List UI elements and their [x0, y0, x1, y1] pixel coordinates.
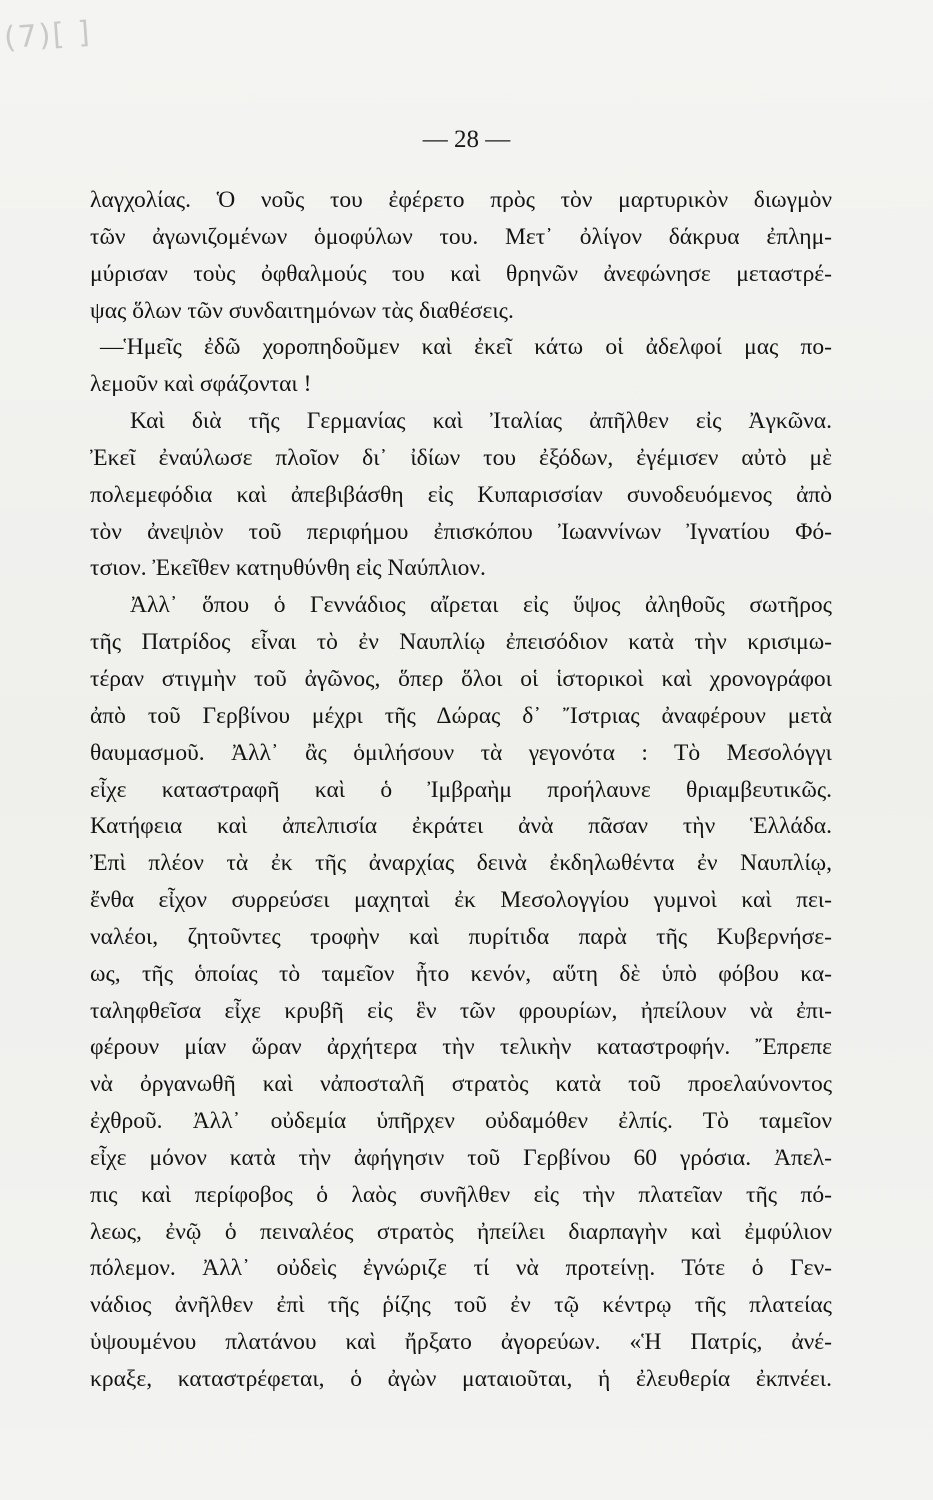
- text-line-9: πολεμεφόδια καὶ ἀπεβιβάσθη εἰς Κυπαρισσίαν συνοδευόμενος ἀπὸ: [90, 481, 832, 508]
- text-line-23: ταληφθεῖσα εἶχε κρυβῆ εἰς ἓν τῶν φρουρίων, ἠπείλουν νὰ ἐπι-: [90, 997, 832, 1024]
- text-line-22: ως, τῆς ὁποίας τὸ ταμεῖον ἦτο κενόν, αὕτη δὲ ὑπὸ φόβου κα-: [90, 960, 832, 987]
- text-line-25: νὰ ὀργανωθῆ καὶ νἀποσταλῆ στρατὸς κατὰ τοῦ προελαύνοντος: [90, 1071, 832, 1098]
- text-line-10: τὸν ἀνεψιὸν τοῦ περιφήμου ἐπισκόπου Ἰωαννίνων Ἰγνατίου Φό-: [90, 518, 832, 545]
- text-line-2: τῶν ἀγωνιζομένων ὁμοφύλων του. Μετ᾿ ὀλίγον δάκρυα ἐπλημ-: [90, 223, 832, 250]
- text-line-7: Καὶ διὰ τῆς Γερμανίας καὶ Ἰταλίας ἀπῆλθεν εἰς Ἀγκῶνα.: [130, 408, 832, 435]
- text-line-1: λαγχολίας. Ὁ νοῦς του ἐφέρετο πρὸς τὸν μαρτυρικὸν διωγμὸν: [90, 187, 832, 213]
- text-line-18: Κατήφεια καὶ ἀπελπισία ἐκράτει ἀνὰ πᾶσαν τὴν Ἑλλάδα.: [90, 813, 832, 840]
- text-line-20: ἔνθα εἶχον συρρεύσει μαχηταὶ ἐκ Μεσολογγίου γυμνοὶ καὶ πει-: [90, 887, 832, 914]
- text-line-28: πις καὶ περίφοβος ὁ λαὸς συνῆλθεν εἰς τὴν πλατεῖαν τῆς πό-: [90, 1181, 832, 1208]
- text-line-27: εἶχε μόνον κατὰ τὴν ἀφήγησιν τοῦ Γερβίνου 60 γρόσια. Ἀπελ-: [90, 1144, 832, 1171]
- text-line-4: ψας ὅλων τῶν συνδαιτημόνων τὰς διαθέσεις.: [90, 297, 514, 324]
- text-line-3: μύρισαν τοὺς ὀφθαλμούς του καὶ θρηνῶν ἀνεφώνησε μεταστρέ-: [90, 260, 832, 287]
- text-line-33: κραξε, καταστρέφεται, ὁ ἀγὼν ματαιοῦται, ἡ ἐλευθερία ἐκπνέει.: [90, 1366, 832, 1392]
- text-line-15: ἀπὸ τοῦ Γερβίνου μέχρι τῆς Δώρας δ᾿ Ἴστριας ἀναφέρουν μετὰ: [90, 702, 832, 729]
- text-line-14: τέραν στιγμὴν τοῦ ἀγῶνος, ὅπερ ὅλοι οἱ ἱστορικοὶ καὶ χρονογράφοι: [90, 665, 832, 692]
- text-line-24: φέρουν μίαν ὥραν ἀρχήτερα τὴν τελικὴν καταστροφήν. Ἔπρεπε: [90, 1034, 832, 1061]
- text-line-12: Ἀλλ᾿ ὅπου ὁ Γεννάδιος αἴρεται εἰς ὕψος ἀληθοῦς σωτῆρος: [130, 592, 832, 619]
- text-line-8: Ἐκεῖ ἐναύλωσε πλοῖον δι᾿ ἰδίων του ἐξόδων, ἐγέμισεν αὐτὸ μὲ: [90, 444, 832, 471]
- text-line-17: εἶχε καταστραφῆ καὶ ὁ Ἰμβραὴμ προήλαυνε θριαμβευτικῶς.: [90, 776, 832, 803]
- text-line-13: τῆς Πατρίδος εἶναι τὸ ἐν Ναυπλίῳ ἐπεισόδιον κατὰ τὴν κρισιμω-: [90, 629, 832, 656]
- body-text: [90, 182, 832, 1398]
- text-line-21: ναλέοι, ζητοῦντες τροφὴν καὶ πυρίτιδα παρὰ τῆς Κυβερνήσε-: [90, 923, 832, 950]
- text-line-31: νάδιος ἀνῆλθεν ἐπὶ τῆς ῥίζης τοῦ ἐν τῷ κέντρῳ τῆς πλατείας: [90, 1292, 832, 1319]
- text-line-19: Ἐπὶ πλέον τὰ ἐκ τῆς ἀναρχίας δεινὰ ἐκδηλωθέντα ἐν Ναυπλίῳ,: [90, 850, 832, 877]
- text-line-32: ὑψουμένου πλατάνου καὶ ἤρξατο ἀγορεύων. «Ἡ Πατρίς, ἀνέ-: [90, 1329, 832, 1356]
- text-line-30: πόλεμον. Ἀλλ᾿ οὐδεὶς ἐγνώριζε τί νὰ προτείνῃ. Τότε ὁ Γεν-: [90, 1255, 832, 1282]
- text-line-26: ἐχθροῦ. Ἀλλ᾿ οὐδεμία ὑπῆρχεν οὐδαμόθεν ἐλπίς. Τὸ ταμεῖον: [90, 1108, 832, 1135]
- text-line-11: τσιον. Ἐκεῖθεν κατηυθύνθη εἰς Ναύπλιον.: [90, 555, 486, 582]
- text-line-16: θαυμασμοῦ. Ἀλλ᾿ ἂς ὁμιλήσουν τὰ γεγονότα : Τὸ Μεσολόγγι: [90, 739, 832, 766]
- text-line-29: λεως, ἐνῷ ὁ πειναλέος στρατὸς ἠπείλει διαρπαγὴν καὶ ἐμφύλιον: [90, 1218, 832, 1245]
- text-line-6: λεμοῦν καὶ σφάζονται !: [90, 371, 312, 398]
- text-line-5: —Ἡμεῖς ἐδῶ χοροπηδοῦμεν καὶ ἐκεῖ κάτω οἱ ἀδελφοί μας πο-: [100, 334, 832, 361]
- faded-stamp-mark: (7)[ ]: [2, 14, 93, 57]
- page-number: — 28 —: [422, 126, 511, 153]
